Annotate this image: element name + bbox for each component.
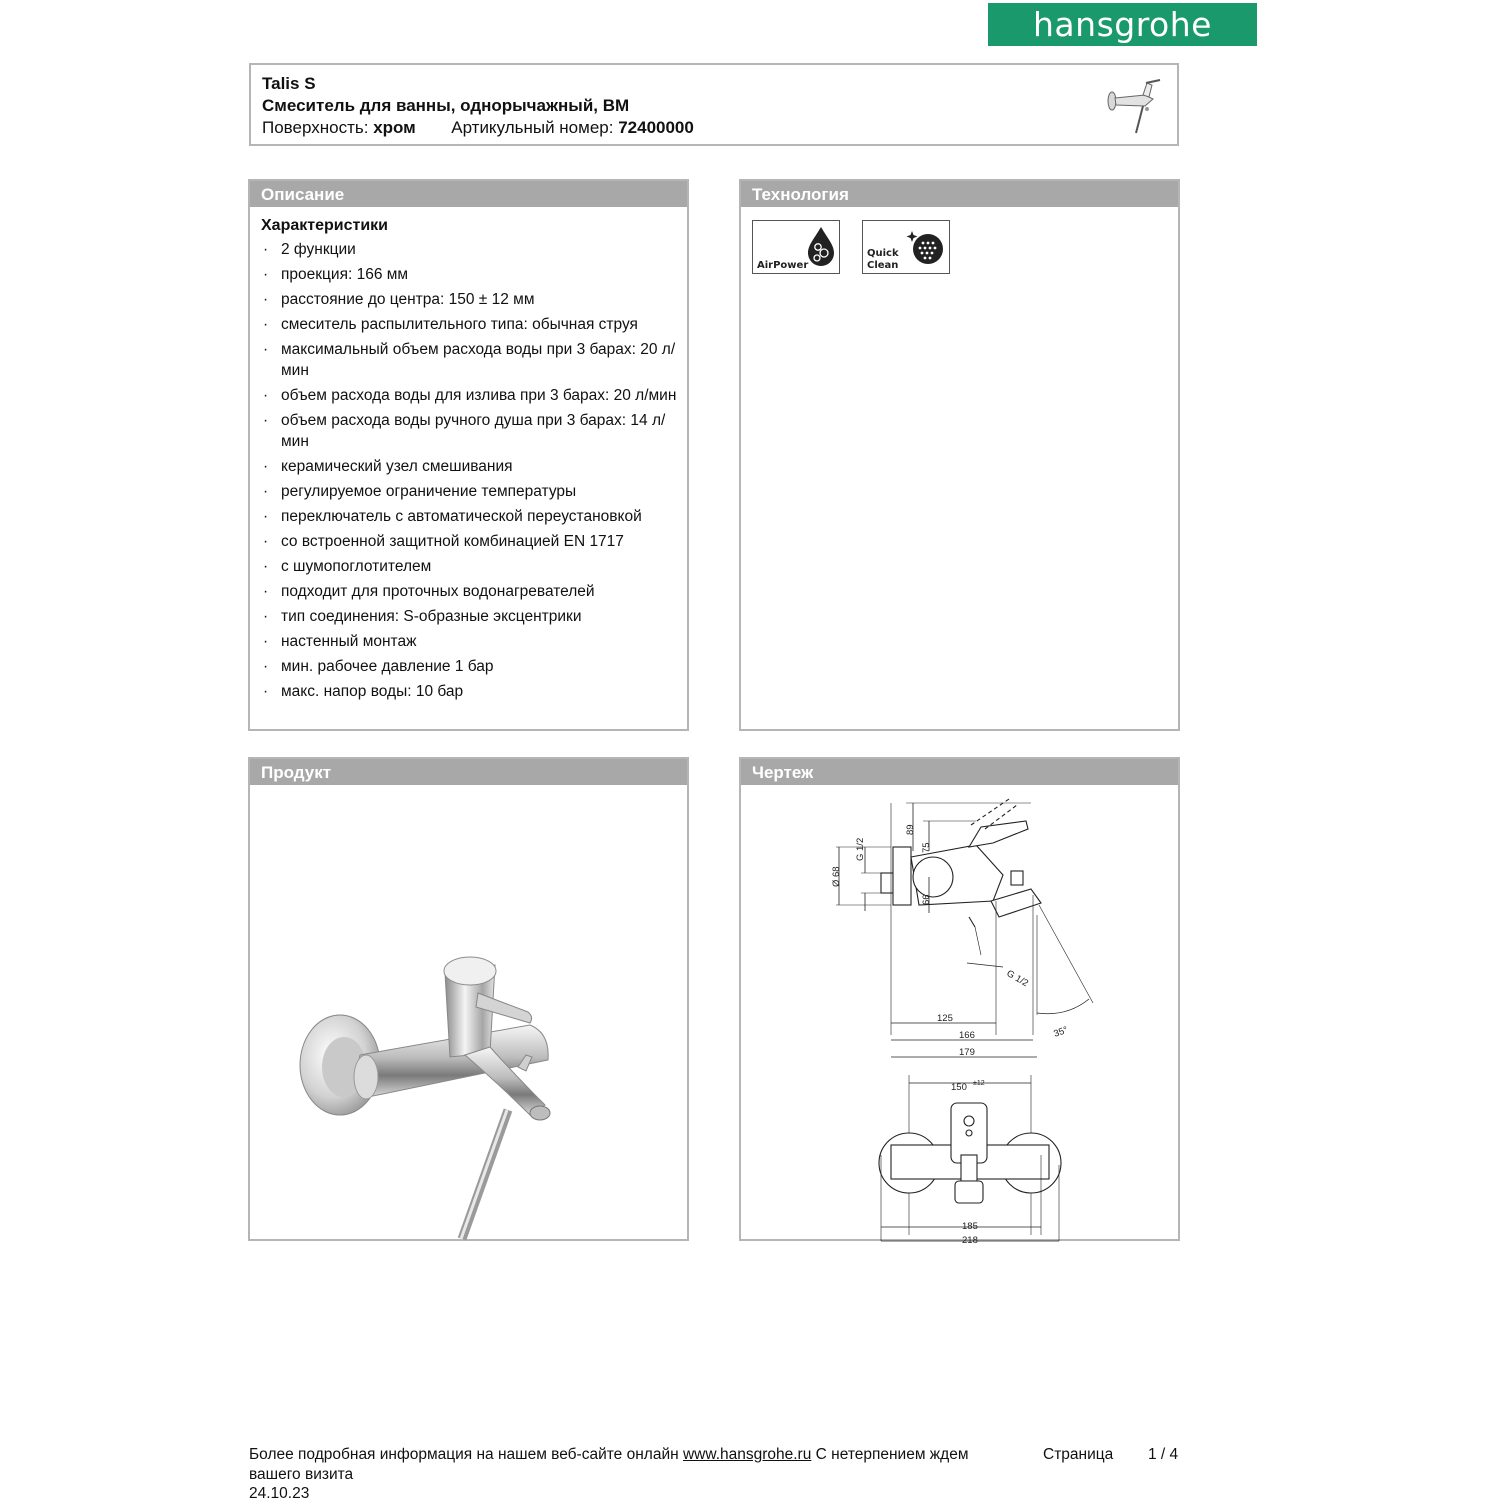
svg-text:35°: 35° <box>1052 1024 1070 1040</box>
product-panel <box>248 757 689 1241</box>
svg-text:75: 75 <box>921 842 932 853</box>
svg-text:±12: ±12 <box>973 1080 985 1087</box>
product-series: Talis S <box>262 74 316 93</box>
airpower-icon <box>806 225 836 267</box>
side-view <box>836 799 1093 1057</box>
feature-item: · тип соединения: S-образные эксцентрики <box>261 606 681 627</box>
page-number: 1 / 4 <box>1148 1446 1179 1463</box>
front-view <box>879 1075 1061 1241</box>
product-meta <box>262 118 694 138</box>
quickclean-icon <box>905 227 945 267</box>
footer-closing: С нетерпением ждем <box>815 1446 969 1463</box>
feature-item: · настенный монтаж <box>261 631 681 652</box>
svg-text:218: 218 <box>962 1235 978 1246</box>
feature-item: · с шумопоглотителем <box>261 556 681 577</box>
technology-panel <box>739 179 1180 731</box>
svg-text:G 1/2: G 1/2 <box>855 837 866 861</box>
feature-item: · регулируемое ограничение температуры <box>261 481 681 502</box>
product-name: Смеситель для ванны, однорычажный, ВМ <box>262 96 630 115</box>
svg-text:Ø 68: Ø 68 <box>831 866 842 887</box>
airpower-label: AirPower <box>757 260 809 271</box>
airpower-badge <box>752 220 840 274</box>
feature-item: · керамический узел смешивания <box>261 456 681 477</box>
quickclean-label-1: Quick <box>867 248 899 259</box>
svg-text:125: 125 <box>937 1013 953 1024</box>
feature-item: · переключатель с автоматической переустановкой <box>261 506 681 527</box>
feature-item: · объем расхода воды для излива при 3 барах: 20 л/мин <box>261 385 681 406</box>
svg-text:66: 66 <box>921 894 932 905</box>
article-value: 72400000 <box>618 118 694 137</box>
product-header <box>249 63 1179 146</box>
product-heading: Продукт <box>250 759 687 785</box>
feature-item: · подходит для проточных водонагревателей <box>261 581 681 602</box>
svg-text:185: 185 <box>962 1221 978 1232</box>
characteristics-title: Характеристики <box>261 217 389 234</box>
feature-item: · смеситель распылительного типа: обычная струя <box>261 314 681 335</box>
quickclean-label-2: Clean <box>867 260 899 271</box>
description-heading: Описание <box>250 181 687 207</box>
feature-item: · 2 функции <box>261 239 681 260</box>
surface-value: хром <box>373 118 416 137</box>
page-label: Страница <box>1043 1446 1114 1463</box>
feature-item: · проекция: 166 мм <box>261 264 681 285</box>
svg-text:89: 89 <box>905 824 916 835</box>
technology-heading: Технология <box>741 181 1178 207</box>
footer-closing-2: вашего визита <box>249 1466 354 1483</box>
footer-info-text: Более подробная информация на нашем веб-сайте онлайн <box>249 1446 679 1463</box>
quickclean-badge <box>862 220 950 274</box>
feature-item: · со встроенной защитной комбинацией EN 1717 <box>261 531 681 552</box>
surface-label: Поверхность: <box>262 118 369 137</box>
product-thumbnail <box>1103 71 1163 139</box>
feature-item: · макс. напор воды: 10 бар <box>261 681 681 702</box>
footer-date: 24.10.23 <box>249 1485 310 1502</box>
svg-text:166: 166 <box>959 1030 975 1041</box>
article-label: Артикульный номер: <box>451 118 614 137</box>
technical-drawing <box>741 785 1178 1246</box>
svg-text:150: 150 <box>951 1082 967 1093</box>
website-link[interactable]: www.hansgrohe.ru <box>682 1446 812 1463</box>
feature-item: · мин. рабочее давление 1 бар <box>261 656 681 677</box>
footer-info <box>249 1446 969 1464</box>
svg-text:179: 179 <box>959 1047 975 1058</box>
drawing-panel <box>739 757 1180 1246</box>
feature-item: · объем расхода воды ручного душа при 3 барах: 14 л/мин <box>261 410 681 452</box>
feature-item: · расстояние до центра: 150 ± 12 мм <box>261 289 681 310</box>
svg-text:G 1/2: G 1/2 <box>1004 968 1031 990</box>
feature-list <box>261 239 681 706</box>
product-photo <box>250 785 687 1239</box>
hansgrohe-logo: hansgrohe <box>988 3 1257 46</box>
description-panel <box>248 179 689 731</box>
feature-item: · максимальный объем расхода воды при 3 барах: 20 л/мин <box>261 339 681 381</box>
drawing-heading: Чертеж <box>741 759 1178 785</box>
